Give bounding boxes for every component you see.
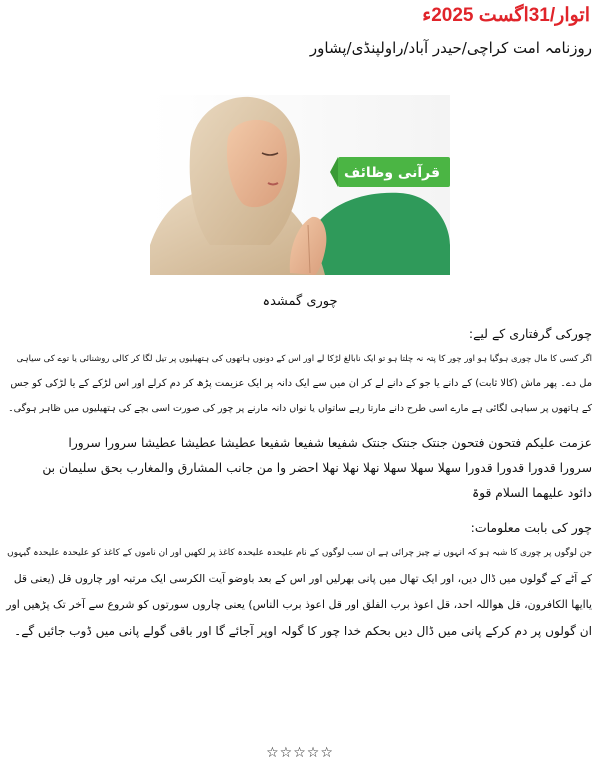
section1-line: مل دے۔ پھر ماش (کالا ثابت) کے دانے یا جو کے دانے لے کر ان میں سے ایک دانہ پر ایک عزیمت پڑھ کر دم کرلے اور اس لڑکے کے یا لڑکی کو جس bbox=[10, 378, 592, 389]
section2-line: یاایھا الکافرون، قل ھواللہ احد، قل اعوذ برب الفلق اور قل اعوذ برب الناس) یعنی چاروں سورتوں کو شروع سے آخر تک پڑھیں اور bbox=[6, 598, 592, 611]
date-header: اتوار/31اگست 2025ء bbox=[422, 5, 590, 26]
badge-text: قرآنی وظائف bbox=[343, 165, 441, 181]
incantation-line: سرورا قدورا قدورا قدورا سھلا سھلا سھلا نھلا نھلا نھلا احضر وا من جانب المشارق والمغارب بحق سلیمان بن bbox=[42, 461, 592, 475]
section2-line: جن لوگوں پر چوری کا شبہ ہو کہ انہوں نے چیز چرائی ہے ان سب لوگوں کے نام علیحدہ علیحدہ کاغذ پر لکھیں اور ان ناموں کے کاغذ کو علیحدہ علیحدہ گیہوں bbox=[7, 548, 592, 558]
section1-heading: چورکی گرفتاری کے لیے: bbox=[468, 326, 592, 341]
article-title: چوری گمشدہ bbox=[262, 294, 338, 309]
section1-line: اگر کسی کا مال چوری ہوگیا ہو اور چور کا پتہ نہ چلتا ہو تو ایک نابالغ لڑکا لے اور اس کے دونوں ہاتھوں کی ہتھیلیوں پر تیل لگا کر کالی روشنائی یا توے کی سیاہی bbox=[16, 354, 592, 364]
article-illustration bbox=[150, 95, 450, 275]
end-stars: ☆☆☆☆☆ bbox=[266, 745, 334, 761]
section1-line: کے ہاتھوں پر سیاہی لگائی ہے مارے اسی طرح دانے مارتا رہے ساتواں یا نواں دانہ مارنے پر چور کی صورت اسی بچے کی ہتھیلیوں میں ظاہر ہوگی۔ bbox=[8, 403, 592, 414]
praying-woman-image bbox=[150, 95, 450, 275]
section2-line: ان گولوں پر دم کرکے پانی میں ڈال دیں بحکم خدا چور کا گولہ اوپر آجائے گا اور باقی گولے پانی میں ڈوب جائیں گے۔ bbox=[14, 624, 592, 638]
badge-ribbon bbox=[330, 157, 450, 187]
section2-line: کے آٹے کے گولوں میں ڈال دیں، اور ایک تھال میں پانی بھرلیں اور اس کے بعد باوضو آیت الکرسی ایک مرتبہ اور چاروں قل (یعنی قل bbox=[13, 572, 592, 585]
incantation-line: دائود علیھما السلام قوۃ bbox=[471, 486, 592, 500]
newspaper-source: روزنامہ امت کراچی/حیدر آباد/راولپنڈی/پشاور bbox=[309, 39, 592, 57]
section2-heading: چور کی بابت معلومات: bbox=[470, 520, 592, 535]
incantation-line: عزمت علیکم فتحون فتحون جنتک جنتک جنتک شفیعا شفیعا شفیعا عطیشا عطیشا عطیشا سرورا سرورا bbox=[68, 436, 592, 450]
